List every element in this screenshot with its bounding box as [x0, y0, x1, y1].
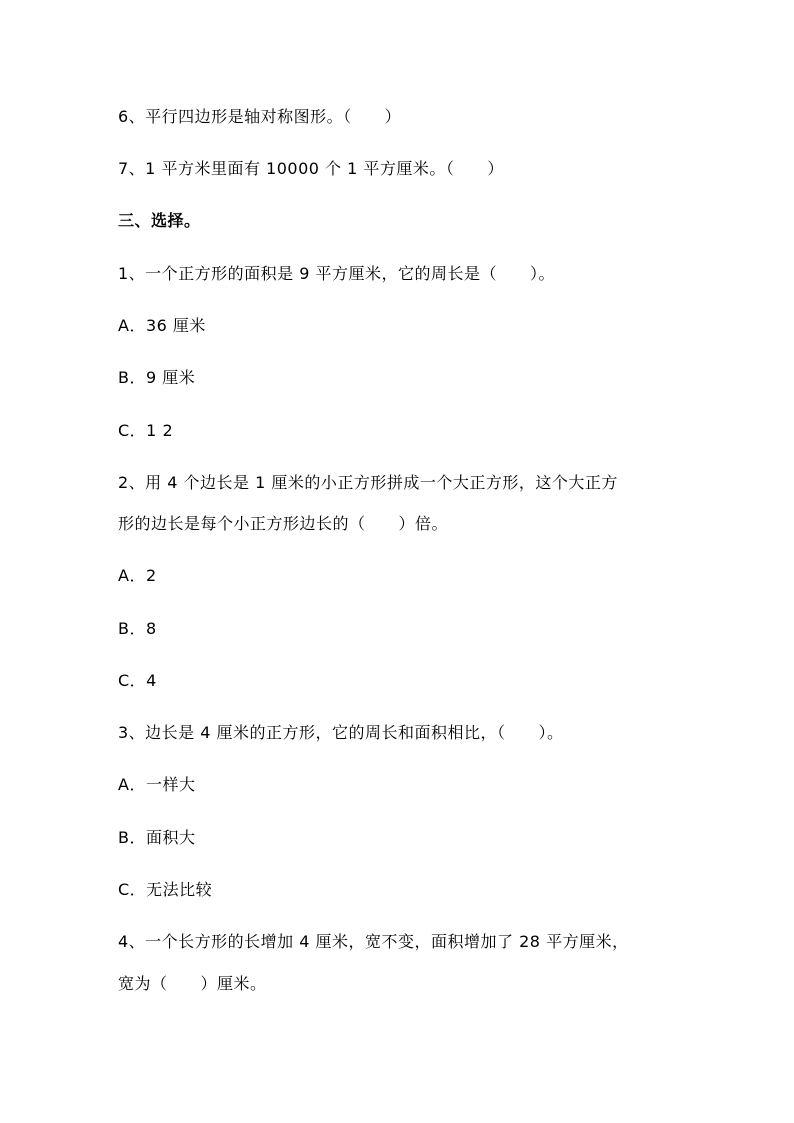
choice-q3-option-c: C．无法比较: [118, 880, 213, 899]
choice-q3-option-a: A．一样大: [118, 775, 196, 794]
section-title-choice: 三、选择。: [118, 211, 201, 230]
choice-q1-option-c: C．1 2: [118, 421, 174, 440]
choice-question-1: 1、一个正方形的面积是 9 平方厘米，它的周长是（ ）。: [118, 264, 556, 283]
choice-q3-option-b: B．面积大: [118, 828, 196, 847]
choice-question-2-line-2: 形的边长是每个小正方形边长的（ ）倍。: [118, 514, 449, 533]
choice-question-3: 3、边长是 4 厘米的正方形，它的周长和面积相比，（ ）。: [118, 723, 564, 742]
choice-q2-option-c: C．4: [118, 671, 157, 690]
choice-q1-option-a: A．36 厘米: [118, 316, 206, 335]
choice-question-2-line-1: 2、用 4 个边长是 1 厘米的小正方形拼成一个大正方形，这个大正方: [118, 473, 618, 492]
choice-question-4-line-1: 4、一个长方形的长增加 4 厘米，宽不变，面积增加了 28 平方厘米，: [118, 932, 629, 951]
choice-q2-option-a: A．2: [118, 566, 157, 585]
judgement-question-7: 7、1 平方米里面有 10000 个 1 平方厘米。（ ）: [118, 159, 504, 178]
choice-q2-option-b: B．8: [118, 619, 157, 638]
choice-question-4-line-2: 宽为（ ）厘米。: [118, 974, 267, 993]
judgement-question-6: 6、平行四边形是轴对称图形。（ ）: [118, 107, 402, 126]
choice-q1-option-b: B．9 厘米: [118, 368, 196, 387]
